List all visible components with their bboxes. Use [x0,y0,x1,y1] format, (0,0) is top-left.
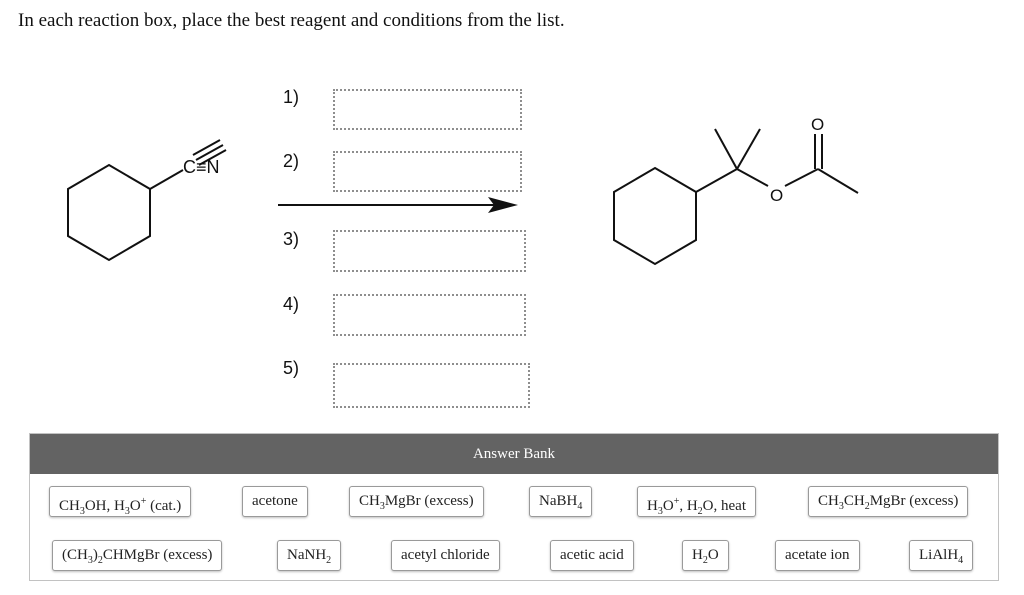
reaction-box-5[interactable] [333,363,530,408]
step-3-label: 3) [283,229,300,249]
reaction-box-1[interactable] [333,89,522,130]
product-structure [614,129,858,264]
answer-chip[interactable]: acetic acid [550,540,634,571]
step-4-label: 4) [283,294,300,314]
step-2-label: 2) [283,151,300,171]
answer-bank [29,433,999,581]
step-1-label: 1) [283,87,300,107]
answer-chip[interactable]: $CH_3CH_2MgBr$ (excess) [808,486,968,517]
answer-chip[interactable]: acetate ion [775,540,860,571]
carbonyl-oxygen-label: O [811,115,825,134]
step-5-label: 5) [283,358,300,378]
answer-chip[interactable]: acetone [242,486,308,517]
answer-chip[interactable]: NaBH$_4$ [529,486,592,517]
answer-chip[interactable]: LiAlH$_4$ [909,540,973,571]
reaction-box-4[interactable] [333,294,526,336]
instruction-text: In each reaction box, place the best reagent and conditions from the list. [18,10,565,31]
answer-bank-title: Answer Bank [30,434,998,474]
answer-chip[interactable]: $H_3O^+$, $H_2O$, heat [637,486,756,517]
answer-chip[interactable]: $H_2O$ [682,540,729,571]
answer-chip[interactable]: acetyl chloride [391,540,500,571]
answer-chip[interactable]: $CH_3OH$, $H_3O^+$ (cat.) [49,486,191,517]
reaction-arrow [278,197,518,213]
answer-chip[interactable]: $(CH_3)_2CHMgBr$ (excess) [52,540,222,571]
ether-oxygen-label: O [770,186,784,205]
answer-chip[interactable]: NaNH$_2$ [277,540,341,571]
nitrile-label: C≡N [183,157,220,177]
reaction-box-3[interactable] [333,230,526,272]
answer-chip[interactable]: $CH_3MgBr$ (excess) [349,486,484,517]
reaction-box-2[interactable] [333,151,522,192]
